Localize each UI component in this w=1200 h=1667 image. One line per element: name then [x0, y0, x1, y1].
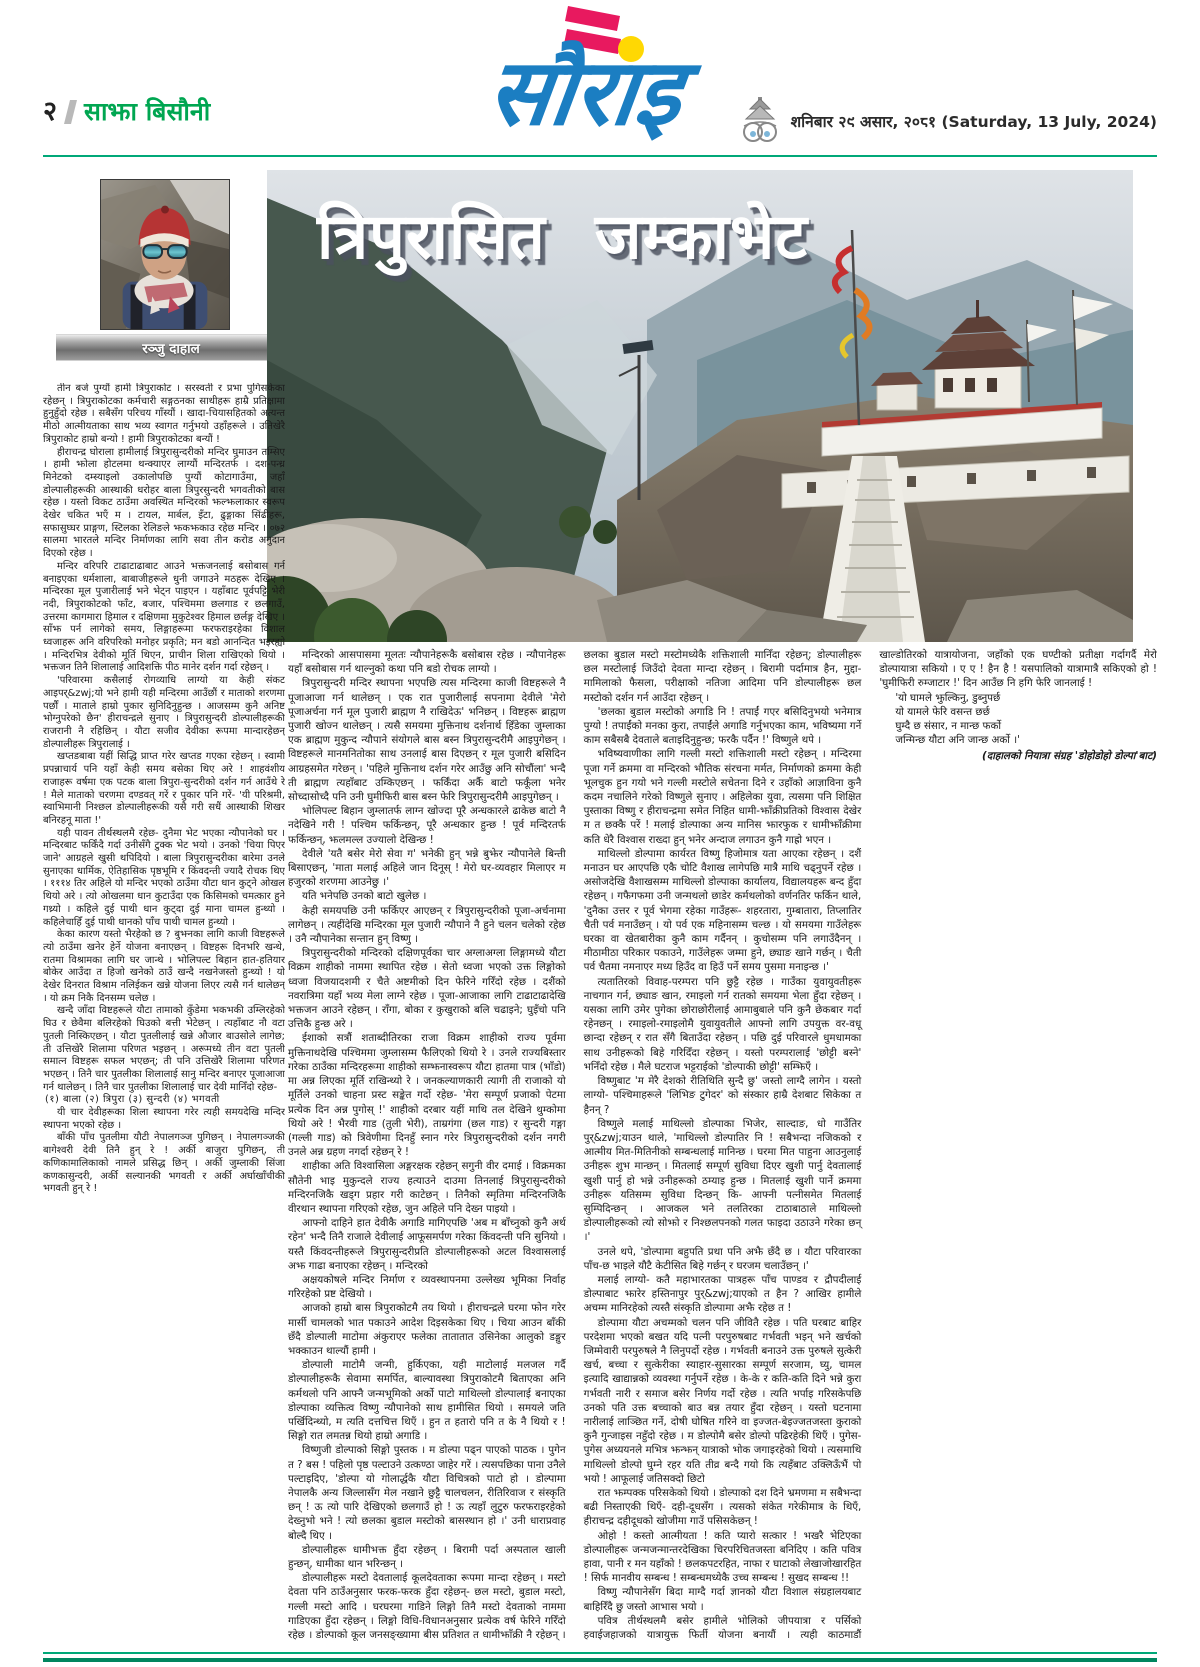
article-paragraph: मलाई लाग्यो- कतै महाभारतका पात्रहरू पाँच पाण्डव र द्रौपदीलाई डोल्पाबाट झारेर हस्तिनापुर पुर्&zwj;याएको त हैन ? आखिर हामीले अचम्म मानिरहेको त्यस्तै संस्कृति डोल्पामा अझै रहेछ त ! [583, 1273, 862, 1315]
article-paragraph: डोल्पालीहरू मस्टो देवतालाई कूलदेवताका रूपमा मान्दा रहेछन् । मस्टो देवता पनि ठाउँअनुसार फरक-फरक हुँदा रहेछन्- छल मस्टो, बुडाल मस्टो, गल्ली मस्टो आदि । घरघरमा गाडिने लिङ्गो तिनै मस्टो देवताको नाममा गाडिएका हुँदा रहेछन् । लिङ्गो विधि-विधानअनुसार प्रत्येक वर्ष फेरिने गरिँदो रहेछ । डोल्पाको कूल जनसङ्ख्यामा बीस प्रतिशत त धामीझाँक्री नै रहेछन् । छलका बुडाल मस्टो मस्टोमध्येकै शक्तिशाली मानिँदा रहेछन्; डोल्पालीहरू छल मस्टोलाई जिउँदो देवता मान्दा रहेछन् । बिरामी पर्दामात्र हैन, मुद्दा-मामिलाको फैसला, परीक्षाको नतिजा आदिमा पनि डोल्पालीहरू छल मस्टोको दर्शन गर्न आउँदा रहेछन् । [288, 649, 862, 1642]
article-paragraph: खप्तडबाबा यहीं सिद्धि प्राप्त गरेर खप्तड गएका रहेछन् । स्वामी प्रपन्नाचार्य पनि यहाँ केही समय बसेका थिए अरे ! शाहवंशीय राजाहरू वर्षमा एक पटक बाला त्रिपुरा-सुन्दरीको दर्शन गर्न आउँथे रे ! मैले माताको चरणमा दण्डवत् गरें र पुकार पनि गरें- 'यी परिश्रमी, स्वाभिमानी निश्छल डोल्पालीहरूकी यसै गरी सधैं आस्थाकी शिखर बनिरहनू माता !' [43, 751, 285, 826]
article-paragraph: विष्णुबाट 'म मेरै देशको रीतिथिति सुन्दै छु' जस्तो लाग्दै लागेन । यस्तो लाग्यो- पश्चिमाहरूले 'लिभिङ टुगेदर' को संस्कार हाम्रै देशबाट सिकेका त हैनन् ? [583, 1075, 862, 1116]
masthead-word: सौराइ [482, 38, 688, 146]
article-paragraph: मन्दिर वरिपरि टाढाटाढाबाट आउने भक्तजनलाई बसोबास गर्न बनाइएका धर्मशाला, बाबाजीहरूले धुनी जगाउने मठहरू देखिए । मन्दिरका मूल पुजारीलाई भने भेट्न पाइएन । यहाँबाट पूर्वपट्टि भेरी नदी, त्रिपुराकोटको फाँट, बजार, पश्चिममा छलगाड र छलगाउँ, उत्तरमा कागमारा हिमाल र दक्षिणमा मुकुटेश्वर हिमाल छर्लङ्ग देखिए । साँझ पर्न लागेको समय, लिङ्गाहरूमा फरफराइरहेका विशाल ध्वजाहरू अनि वरिपरिको मनोहर प्रकृति; मन बडो आनन्दित भइरह्यो । मन्दिरभित्र देवीको मूर्ति थिएन, प्राचीन शिला राखिएको थियो । भक्तजन तिनै शिलालाई आदिशक्ति पीठ मानेर दर्शन गर्दा रहेछन् । [43, 560, 285, 674]
article-paragraph: अक्षयकोषले मन्दिर निर्माण र व्यवस्थापनमा उल्लेख्य भूमिका निर्वाह गरिरहेको प्रष्ट देखियो । [288, 1273, 566, 1301]
article-paragraph: यति भनेपछि उनको बाटो खुलेछ । [302, 890, 427, 903]
masthead-logo [418, 2, 782, 154]
footer-rule [43, 1652, 1157, 1654]
article-paragraph: तीन बजे पुग्यौं हामी त्रिपुराकोट । सरस्वती र प्रभा पुगिसकेका रहेछन् । त्रिपुराकोटका कर्मचारी सङ्गठनका साथीहरू हाम्रै प्रतिक्षामा हुनुहुँदो रहेछ । सबैसँग परिचय गाँस्यौं । खादा-चियासहितको अत्यन्त मीठो आत्मीयताका साथ भव्य स्वागत गर्नुभयो उहाँहरूले । उतिखेरै त्रिपुराकोट हाम्रो बन्यो ! हामी त्रिपुराकोटका बन्यौं ! [43, 383, 285, 445]
article-paragraph: रात झम्पक्क परिसकेको थियो । डोल्पाको दश दिने भ्रमणमा म सबैभन्दा बढी निस्ताएकी थिएँ- दही-दूधसँग । त्यसको संकेत गरेकीमात्र के थिएँ, हीराचन्द्र दहीदूधको खोजीमा गाउँ पसिसकेछन् ! [583, 1486, 862, 1528]
article-paragraph: भोलिपल्ट बिहान जुम्लातर्फ लाग्न खोज्दा पूरै अन्धकारले ढाकेछ बाटो नै नदेखिने गरी ! पश्चिम फर्किन्छन्, पूरै अन्धकार हुन्छ ! पूर्व मन्दिरतर्फ फर्किन्छन्, झलमल्ल उज्यालो देखिन्छ ! [288, 805, 566, 846]
pagoda-emblem-icon [741, 96, 779, 146]
article-paragraph: शाहीका अति विश्वासिला अङ्गरक्षक रहेछन् सगुनी वीर दमाई । विक्रमका सौतेनी भाइ मुकुन्दले राज्य हत्याउने दाउमा तिनलाई त्रिपुरासुन्दरीको मन्दिरनजिकै खड्ग प्रहार गरी काटेछन् । तिनैको स्मृतिमा मन्दिरनजिकै वीरथान स्थापना गरिएको रहेछ, जुन अहिले पनि देख्न पाइयो । [288, 1160, 566, 1215]
article-paragraph: देवीले 'यतै बसेर मेरो सेवा ग' भनेकी हुन् भन्ने बुझेर न्यौपानेले बिन्ती बिसाएछन्, 'माता मलाई अहिले जान दिनूस् ! मेरो घर-व्यवहार मिलाएर म हजुरको शरणमा आउनेछु ।' [288, 847, 566, 889]
body-columns-lower [288, 648, 1157, 1652]
article-paragraph: त्रिपुरासुन्दरीको मन्दिरको दक्षिणपूर्वका चार अग्लाअग्ला लिङ्गामध्ये यौटा विक्रम शाहीको नाममा स्थापित रहेछ । सेतो ध्वजा भएको उक्त लिङ्गोको ध्वजा विजयादशमी र चैते अष्टमीको दिन फेरिने गरिँदो रहेछ । दशैंको नवरात्रिमा यहाँ भव्य मेला लाग्ने रहेछ । पूजा-आजाका लागि टाढाटाढादेखि भक्तजन आउने रहेछन् । राँगा, बोका र कुखुराको बलि चढाइने; घुइँचो पनि उत्तिकै हुन्छ अरे । [288, 947, 566, 1031]
article-paragraph: यही पावन तीर्थस्थलमै रहेछ- दुनैमा भेट भएका न्यौपानेको घर । मन्दिरबाट फर्किंदै गर्दा उनीसँगै टुक्क भेट भयो । उनको 'चिया पिएर जाने' आग्रहले खुसी थपिदियो । बाला त्रिपुरासुन्दरीका बारेमा उनले सुनाएका धार्मिक, ऐतिहासिक पृष्ठभूमि र किंवदन्ती ज्यादै रोचक थिए । १११४ तिर अहिले यो मन्दिर भएको ठाउँमा यौटा धान कुट्ने ओखल थियो अरे । त्यो ओखलमा धान कुटाउँदा एक किसिमको चमत्कार हुने गथ्र्यो । कहिले दुई पाथी धान कुट्दा दुई माना चामल हुन्थ्यो । कहिलेचाहिँ दुई पाथी धानको पाँच पाथी चामल हुन्थ्यो । [43, 827, 285, 928]
article-paragraph: विष्णुजी डोल्पाको सिङ्गो पुस्तक । म डोल्पा पढ्न पाएको पाठक । पुगेन त ? बस ! पहिलो पृष्ठ पल्टाउने उत्कण्ठा जाहेर गरें । त्यसपछिका पाना उनैले पल्टाइदिए, 'डोल्पा यो गोलार्द्धकै यौटा विचित्रको पाटो हो । डोल्पामा नेपालकै अन्य जिल्लासँग मेल नखाने छुट्टै चालचलन, रीतिरिवाज र संस्कृति छन् ! ऊ त्यो पारि देखिएको छलगाउँ हो ! ऊ त्यहाँ लुटुरु फरफराइरहेको देख्नुभो भने ! त्यो छलका बुडाल मस्टोको बासस्थान हो ।' उनी धाराप्रवाह बोल्दै थिए । [288, 1444, 566, 1542]
header-left [43, 98, 210, 125]
section-title: साझा बिसौनी [84, 97, 211, 126]
article-paragraph: त्यतातिरको विवाह-परम्परा पनि छुट्टै रहेछ । गाउँका युवायुवतीहरू नाचगान गर्न, छ्याङ खान, रमाइलो गर्न रातको समयमा भेला हुँदा रहेछन् । यसका लागि उमेर पुगेका छोराछोरीलाई आमाबुबाले पनि कुनै छेकबार गर्दा रहेनछन् । रमाइलो-रमाइलोमै युवायुवतीले आफ्नो लागि उपयुक्त वर-वधू छान्दा रहेछन् र रात सँगै बिताउँदा रहेछन् । पछि दुई परिवारले धुमधामका साथ उनीहरूको बिहे गरिदिँदा रहेछन् । यस्तो परम्परालाई 'छोट्टी बस्ने' भनिँदो रहेछ । मैले घटराज भट्टराईको 'डोल्पाकी छोट्टी' सम्झिएँ । [583, 975, 862, 1073]
article-paragraph: डोल्पालीहरू धामीभक्त हुँदा रहेछन् । बिरामी पर्दा अस्पताल खाली हुन्छन्, धामीका थान भरिन्छन् । [288, 1543, 566, 1570]
article-paragraph: हीराचन्द्र घोराला हामीलाई त्रिपुरासुन्दरीको मन्दिर घुमाउन तम्सिए । हामी झोला होटलमा थन्क्याएर लाग्यौं मन्दिरतर्फ । दश-पन्ध्र मिनेटको दम्स्याइलो उकालोपछि पुग्यौं कोटागाउँमा, जहाँ डोल्पालीहरूकी आस्थाकी धरोहर बाला त्रिपुरसुन्दरी भगवतीको बास रहेछ । यस्तो विकट ठाउँमा अवस्थित मन्दिरको झल्झलाकार स्वरूप देखेर चकित भएँ म । टायल, मार्बल, इँटा, ढुङ्गाका सिंढीहरू, सफासुघ्घर प्राङ्गण, स्टिलका रेलिङले झकझकाउ रहेछ मन्दिर । ०७२ सालमा भारतले मन्दिर निर्माणका लागि सवा तीन करोड अनुदान दिएको रहेछ । [43, 446, 285, 560]
article-paragraph: त्रिपुरासुन्दरी मन्दिर स्थापना भएपछि त्यस मन्दिरमा काजी विष्टहरूले नै पूजाआजा गर्न थालेछन् । एक रात पुजारीलाई सपनामा देवीले 'मेरो पूजाअर्चना गर्न मूल पुजारी ब्राह्मण नै राखिदेऊ' भनिछन् । विष्टहरू ब्राह्मण पुजारी खोज्न थालेछन् । त्यसै समयमा मुक्तिनाथ दर्शनार्थ हिँडेका जुम्लाका एक ब्राह्मण मुकुन्द न्यौपाने संयोगले बास बस्न त्रिपुरासुन्दरीमै आइपुगेछन् । विष्टहरूले मानमनितोका साथ उनलाई बास दिएछन् र मूल पुजारी बसिदिन आग्रहसमेत गरेछन् । 'पहिले मुक्तिनाथ दर्शन गरेर आउँछु अनि सोचौंला' भन्दै ती ब्राह्मण त्यहाँबाट उम्किएछन् । फर्किंदा अर्कै बाटो फर्कूंला भनेर सोच्दासोच्दै पनि उनी घुमीफिरी बास बस्न फेरि त्रिपुरासुन्दरीमै आइपुगेछन् । [288, 677, 566, 804]
page-number: २ [43, 96, 58, 127]
header-right [741, 96, 1157, 146]
header-divider [64, 100, 77, 124]
footer-rule-thick [43, 1658, 1157, 1662]
author-name: रञ्जु दाहाल [142, 340, 200, 357]
article-paragraph: 'यो घामले झुल्किनु, डुब्नुपर्छ [895, 691, 1001, 704]
article-paragraph: डोल्पामा यौटा अचम्मको चलन पनि जीवितै रहेछ । पति घरबाट बाहिर परदेशमा भएको बखत यदि पत्नी परपुरुषबाट गर्भवती भइन् भने खर्चको जिम्मेवारी परपुरुषले नै लिनुपर्दो रहेछ । गर्भवती बनाउने उक्त पुरुषले सुत्केरी खर्च, बच्चा र सुत्केरीका स्याहार-सुसारका सम्पूर्ण सरजाम, घ्यु, चामल इत्यादि खाद्यान्नको व्यवस्था गर्नुपर्ने रहेछ । के-के र कति-कति दिने भन्ने कुरा गर्भवती नारी र समाज बसेर निर्णय गर्दो रहेछ । त्यति भर्पाइ गरिसकेपछि उनको पति उक्त बच्चाको बाउ बन्न तयार हुँदा रहेछन् । यस्तो घटनामा नारीलाई लाञ्छित गर्ने, दोषी घोषित गरिने वा इज्जत-बेइज्जतजस्ता कुराको कुनै गुन्जाइस नहुँदो रहेछ । म डोल्पोमै बसेर डोल्पो पढिरहेकी थिएँ । पुगेस-पुगेस अध्ययनले मभित्र झन्झन् यात्राको भोक जगाइरहेको थियो । त्यसमाथि माथिल्लो डोल्पो घुम्ने रहर यति तीव्र बन्दै गयो कि त्यहँबाट उक्लिऊँभैं पो भयो ! आफूलाई जतिसक्दो छिटो [583, 1316, 862, 1485]
author-name-bar [56, 334, 286, 361]
date-line: शनिबार २९ असार, २०८१ (Saturday, 13 July, 2024) [790, 113, 1157, 131]
article-paragraph: ओहो ! कस्तो आत्मीयता ! कति प्यारो सत्कार ! भखरै भेटिएका डोल्पालीहरू जन्मजन्मान्तरदेखिका चिरपरिचितजस्ता बनिदिए । कति पवित्र हावा, पानी र मन यहाँको ! छलकपटरहित, नाफा र घाटाको लेखाजोखारहित ! सिर्फ मानवीय सम्बन्ध ! सम्बन्धमध्येकै उच्च सम्बन्ध ! सुखद सम्बन्ध !! [583, 1529, 862, 1585]
article-paragraph: 'छलका बुडाल मस्टोको अगाडि नि ! तपाईं गएर बसिदिनुभयो भनेमात्र पुग्यो ! तपाईंको मनका कुरा, तपाईंले अगाडि गर्नुभएका काम, भविष्यमा गर्ने काम सबैसबै देवताले बताइदिनुहुन्छ; फरकै पर्दैन !' विष्णुले थपे । [583, 705, 862, 747]
article-paragraph: मन्दिरको आसपासमा मूलतः न्यौपानेहरूकै बसोबास रहेछ । न्यौपानेहरू यहाँ बसोबास गर्न थाल्नुको कथा पनि बडो रोचक लाग्यो । [288, 649, 566, 676]
article-paragraph: माथिल्लो डोल्पामा कार्यरत विष्णु हिजोमात्र यता आएका रहेछन् । दशैं मनाउन घर आएपछि एकै चोटि वैशाख लागेपछि मात्रै माथि चढ्नुपर्ने रहेछ । असोजदेखि वैशाखसम्म माथिल्लो डोल्पाका कार्यालय, विद्यालयहरू बन्द हुँदा रहेछन् । गफैगफमा उनी जन्मथलो छाडेर कर्मथलोको वर्णनतिर फर्किन थाले, 'दुनैका उत्तर र पूर्व भेगमा रहेका गाउँहरू- शहरतारा, गुम्बातारा, तिप्लातिर चैती पर्व मनाउँछन् । यो पर्व एक महिनासम्म चल्छ । यो समयमा गाउँलेहरू घरका वा खेतबारीका कुनै काम गर्दैनन् । कुचोसम्म पनि लगाउँदैनन् । मीठामीठा परिकार पकाउने, गाउँलेहरू जम्मा हुने, छ्याङ खाने गर्छन् । चैती पर्व चैतमा नमनाएर मध्य हिउँद वा हिउँ पर्ने समय पुसमा मनाइन्छ ।' [583, 847, 862, 974]
article-paragraph: केका कारण यस्तो भैरहेको छ ? बुझ्नका लागि काजी विष्टहरूले त्यो ठाउँमा खनेर हेर्ने योजना बनाएछन् । विष्टहरू दिनभरि खन्थे, रातमा विश्रामका लागि घर जान्थे । भोलिपल्ट बिहान हात-हतियार बोकेर आउँदा त हिजो खनेको ठाउँ खन्दै नखनेजस्तो हुन्थ्यो ! यो देखेर दिनरात विश्राम नलिईकन खन्ने योजना लिएर त्यसै गर्न थालेछन् । यो क्रम निकै दिनसम्म चलेछ । [43, 929, 285, 1004]
article-paragraph: उनले थपे, 'डोल्पामा बहुपति प्रथा पनि अझै छँदै छ । यौटा परिवारका पाँच-छ भाइले यौटै केटीसित बिहे गर्छन् र घरजम चलाउँछन् ।' [583, 1245, 862, 1272]
article-paragraph: यो यामले फेरि वसन्त छर्छ [895, 705, 990, 718]
article-paragraph: विष्णुले मलाई माथिल्लो डोल्पाका भिजेर, साल्दाङ, धो गाउँतिर पुर्&zwj;याउन थाले, 'माथिल्लो डोल्पातिर नि ! सबैभन्दा नजिकको र आत्मीय मित-मितिनीको सम्बन्धलाई मानिन्छ । घरमा मित पाहुना आउनुलाई उनीहरू शुभ मान्छन् । मितलाई सम्पूर्ण सुविधा दिएर खुशी पार्नु देवतालाई खुशी पार्नु हो भन्ने उनीहरूको ठम्याइ हुन्छ । मितलाई खुशी पार्ने क्रममा उनीहरू यतिसम्म सुविधा दिन्छन् कि- आफ्नी पत्नीसमेत मितलाई सुम्पिदिन्छन् । आजकल भने तलतिरका टाठाबाठाले माथिल्लो डोल्पालीहरूको त्यो सोझो र निश्छलपनको गलत फाइदा उठाउने गरेका छन् ।' [583, 1117, 862, 1244]
article-paragraph: आजको हाम्रो बास त्रिपुराकोटमै तय थियो । हीराचन्द्रले घरमा फोन गरेर मार्सी चामलको भात पकाउने आदेश दिइसकेका थिए । चिया आउन बाँकी छँदै डोल्पाली माटोमा अंकुराएर फलेका तातातात उसिनेका आलुको डङ्गुर भक्काउन थाल्यौं हामी । [288, 1302, 566, 1357]
article-paragraph: यी चार देवीहरूका शिला स्थापना गरेर त्यही समयदेखि मन्दिर स्थापना भएको रहेछ । [43, 1107, 285, 1131]
article-paragraph: घुम्दै छ संसार, न मान्छ फर्को [895, 720, 1002, 733]
body-column-1 [43, 383, 285, 1649]
article-paragraph: विष्णु न्यौपानेसँग बिदा माग्दै गर्दा ज्ञानको यौटा विशाल संग्रहालयबाट बाहिरिँदै छु जस्तो आभास भयो । [583, 1586, 862, 1613]
article-paragraph: केही समयपछि उनी फर्किएर आएछन् र त्रिपुरासुन्दरीको पूजा-अर्चनामा लागेछन् । त्यहींदेखि मन्दिरका मूल पुजारी न्यौपाने नै हुने चलन चलेको रहेछ । उनै न्यौपानेका सन्तान हुन् विष्णु । [288, 904, 566, 946]
article-headline: त्रिपुरासित जम्काभेट [317, 200, 808, 273]
article-paragraph: बाँकी पाँच पुतलीमा यौटी नेपालगञ्ज पुगिछन् । नेपालगञ्जकी बागेश्वरी देवी तिनै हुन् रे ! अर्की बाजुरा पुगिछन्, ती कणिकामालिकाको नामले प्रसिद्ध छिन् । अर्की जुम्लाकी सिंजा कणकासुन्दरी, अर्की सल्यानकी भगवती र अर्की अर्घाखाँचीकी भगवती हुन् रे ! [43, 1132, 285, 1195]
header-rule [43, 155, 1157, 157]
article-paragraph: जन्मिन्छ यौटा अनि जान्छ अर्को ।' [895, 734, 1020, 747]
article-paragraph: 'परिवारमा कसैलाई रोगव्याधि लाग्यो या केही संकट आइपर्&zwj;यो भने हामी यही मन्दिरमा आउँछौं र माताको शरणमा पर्छौं । माताले हाम्रो पुकार सुनिदिनुहुन्छ । आजसम्म कुनै अनिष्ट भोग्नुपरेको छैन' हीराचन्द्रले सुनाए । त्रिपुरासुन्दरी डोल्पालीहरूकी राजरानी नै रहिछिन् । यौटा सजीव देवीका रूपमा मान्दारहेछन् डोल्पालीहरू त्रिपुरालाई । [43, 675, 285, 750]
author-photo [100, 179, 230, 330]
article-paragraph: खन्दै जाँदा विष्टहरूले यौटा तामाको कुँडेमा भकभकी उम्लिरहेको घिउ र छेवैमा बलिरहेको घिउको बत्ती भेटेछन् । त्यहाँबाट नौ वटा पुतली निस्किएछन् । यौटा पुतलीलाई खन्ने औजार बाउसोले लागेछ; ती उत्तिखेरै शिलामा परिणत भइछन् । अरूमध्ये तीन वटा पुतली समात्न विष्टहरू सफल भएछन्; ती पनि उत्तिखेरै शिलामा परिणत भएछन् । तिनै चार पुतलीका शिलालाई सानु मन्दिर बनाएर पूजाआजा गर्न थालेछन् । तिनै चार पुतलीका शिलालाई चार देवी मानिँदो रहेछ- [43, 1005, 285, 1093]
article-paragraph: डोल्पाली माटोमै जन्मी, हुर्किएका, यही माटोलाई मलजल गर्दै डोल्पालीहरूकै सेवामा समर्पित, बाल्यावस्था त्रिपुराकोटमै बिताएका अनि कर्मथलो पनि आफ्नै जन्मभूमिको अर्को पाटो माथिल्लो डोल्पालाई बनाएका डोल्पाका व्यक्तित्व विष्णु न्यौपानेको साथ हामीसित थियो । समयले जति पर्खिदिन्थ्यो, म त्यति दत्तचित्त थिएँ । हुन त हतारो पनि त के नै थियो र ! सिङ्गो रात लमतन्न थियो हाम्रो अगाडि । [288, 1359, 566, 1443]
article-paragraph: (१) बाला (२) त्रिपुरा (३) सुन्दरी (४) भगवती [45, 1094, 220, 1106]
article-paragraph: (दाहालको नियात्रा संग्रह 'डोहोडोहो डोल्पा'बाट) [982, 750, 1157, 763]
article-paragraph: आफ्नो दाहिने हात देवीकै अगाडि मागिएपछि 'अब म बाँच्नुको कुनै अर्थ रहेन' भन्दै तिनै राजाले देवीलाई आफूसमर्पण गरेका किंवदन्ती पनि सुनियो । यस्तै किंवदन्तीहरूले त्रिपुरासुन्दरीप्रति डोल्पालीहरूको अटल विश्वासलाई अझ गाढा बनाएका रहेछन् । मन्दिरको [288, 1217, 566, 1272]
article-paragraph: भविष्यवाणीका लागि गल्ली मस्टो शक्तिशाली मस्टो रहेछन् । मन्दिरमा पूजा गर्ने क्रममा वा मन्दिरको भौतिक संरचना मर्मत, निर्माणको क्रममा केही भूलचुक हुन गयो भने गल्ली मस्टोले सचेतना दिने र उहाँको आज्ञाविना कुनै कदम नचालिने गरेको विष्णुले सुनाए । अहिलेका युवा, त्यसमा पनि शिक्षित पुस्ताका विष्णु र हीराचन्द्रमा समेत निहित धामी-झाँक्रीप्रतिको विश्वास देखेर म त छक्कै परें ! मलाई डोल्पाका अन्य मानिस झारफुक र धामीझाँक्रीमा कति धेरै विश्वास राख्दा हुन् भनेर अन्दाज लगाउन कुनै गाह्रो भएन । [583, 748, 862, 846]
article-paragraph: पवित्र तीर्थस्थलमै बसेर हामीले भोलिको जीपयात्रा र पर्सिको हवाईजहाजको यात्रायुक्त फिर्ती योजना बनायौं । त्यही काठमाडौं खाल्डोतिरको यात्रायोजना, जहाँको एक घण्टीको प्रतीक्षा गर्दागर्दै मेरो डोल्पायात्रा सकियो । ए ए ! हैन है ! यसपालिको यात्रामात्रै सकिएको हो ! 'घुमीफिरी रुम्जाटार !' दिन आउँछ नि हगि फेरि जानलाई ! [583, 649, 1157, 1642]
article-paragraph: ईशाको सत्रौं शताब्दीतिरका राजा विक्रम शाहीको राज्य पूर्वमा मुक्तिनाथदेखि पश्चिममा जुम्लासम्म फैलिएको थियो रे । उनले राज्यबिस्तार गरेका ठाउँका मन्दिरहरूमा शाहीको सम्झनास्वरूप यौटा हातमा पात्र (भाँडो) मा अन्न लिएका मूर्ति राखिन्थ्यो रे । जनकल्याणकारी त्यागी ती राजाको यो मूर्तिले उनको चाहना प्रस्ट सङ्केत गर्दो रहेछ- 'मेरा सम्पूर्ण प्रजाको पेटमा प्रत्येक दिन अन्न पुगोस् !' शाहीको दरबार यहीं माथि तल देखिने थुम्कोमा थियो अरे ! भैरवी गाड (तुली भेरी), ताम्रगंगा (छल गाड) र सुन्दरी गङ्गा (गल्ली गाड) को त्रिवेणीमा दिनहुँ स्नान गरेर त्रिपुरासुन्दरीको दर्शन नगरी उनले अन्न ग्रहण नगर्दा रहेछन् रे ! [288, 1032, 566, 1159]
hero-photo [267, 170, 1133, 642]
